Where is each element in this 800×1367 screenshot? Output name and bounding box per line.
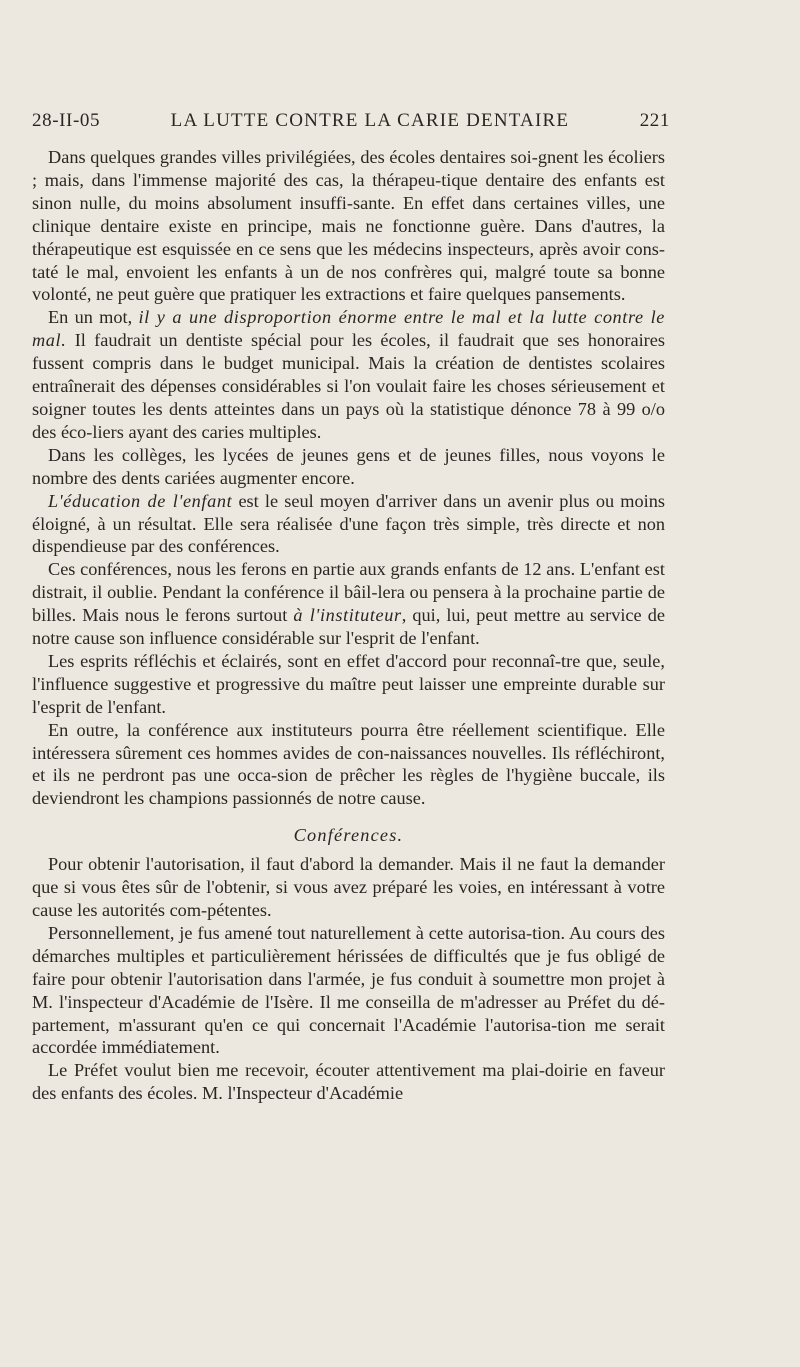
paragraph	[32, 853, 665, 922]
text-run: Dans quelques grandes villes privilégiées, des écoles dentaires soi-gnent les écoliers ; mais, dans l'immense majorité des cas, la thérapeu-tique dentaire des enfants est sinon nulle, du moins absolument insuffi-sante. En effet dans certaines villes, une clinique dentaire existe en principe, mais ne fonctionne guère. Dans d'autres, la thérapeutique est esquissée en ce sens que les médecins inspecteurs, après avoir cons-taté le mal, envoient les enfants à un de nos confrères qui, malgré toute sa bonne volonté, ne peut guère que pratiquer les extractions et faire quelques pansements.	[32, 147, 665, 305]
paragraph	[32, 146, 665, 306]
italic-run: à l'instituteur	[293, 605, 402, 626]
text-run: Personnellement, je fus amené tout naturellement à cette autorisa-tion. Au cours des démarches multiples et particulièrement hérissées de difficultés que je fus obligé de faire pour obtenir l'autorisation dans l'armée, je fus conduit à soumettre mon projet à M. l'inspecteur d'Académie de l'Isère. Il me conseilla de m'adresser au Préfet du dé-partement, m'assurant qu'en ce qui concernait l'Académie l'autorisa-tion me serait accordée immédiatement.	[32, 922, 665, 1058]
paragraph	[32, 650, 665, 719]
text-run: Il faudrait un dentiste spécial pour les écoles, il faudrait que ses honoraires fussent compris dans le budget municipal. Mais la création de dentistes scolaires entraînerait des dépenses considérables si l'on voulait faire les choses sérieusement et soigner toutes les dents atteintes dans un pays où la statistique dénonce 78 à 99 o/o des éco-liers ayant des caries multiples.	[32, 330, 665, 442]
section-heading: Conférences.	[293, 825, 404, 846]
text-run: Le Préfet voulut bien me recevoir, écouter attentivement ma plai-doirie en faveur des enfants des écoles. M. l'Inspecteur d'Académie	[32, 1060, 665, 1104]
paragraph	[32, 1059, 665, 1105]
text-run: est le seul moyen d'arriver dans un avenir plus ou moins éloigné, à un résultat. Elle sera réalisée d'une façon très simple, très directe et non dispendieuse par des conférences.	[32, 490, 665, 557]
paragraph	[32, 306, 665, 443]
text-run: , qui, lui, peut mettre au service de notre cause son influence considérable sur l'esprit de l'enfant.	[32, 605, 665, 649]
italic-run: L'éducation de l'enfant	[48, 490, 233, 511]
header-title: LA LUTTE CONTRE LA CARIE DENTAIRE	[170, 110, 570, 131]
page-number: 221	[639, 110, 670, 131]
paragraph	[32, 719, 665, 811]
paragraph	[32, 922, 665, 1059]
text-run: Ces conférences, nous les ferons en partie aux grands enfants de 12 ans. L'enfant est distrait, il oublie. Pendant la conférence il bâil-lera ou pensera à la prochaine partie de billes. Mais nous le ferons surtout	[32, 559, 665, 626]
text-run: Les esprits réfléchis et éclairés, sont en effet d'accord pour reconnaî-tre que, seule, l'influence suggestive et progressive du maître peut laisser une empreinte durable sur l'esprit de l'enfant.	[32, 650, 665, 717]
paragraph	[32, 558, 665, 650]
running-header	[32, 110, 670, 132]
text-run: En un mot,	[48, 307, 139, 328]
paragraph	[32, 444, 665, 490]
header-date: 28-II-05	[32, 110, 101, 131]
paragraph	[32, 490, 665, 559]
text-run: En outre, la conférence aux instituteurs pourra être réellement scientifique. Elle intéressera sûrement ces hommes avides de con-naissances nouvelles. Ils réfléchiront, et ils ne perdront pas une occa-sion de prêcher les règles de l'hygiène buccale, ils deviendront les champions passionnés de notre cause.	[32, 719, 665, 809]
text-run: Dans les collèges, les lycées de jeunes gens et de jeunes filles, nous voyons le nombre des dents cariées augmenter encore.	[32, 444, 665, 488]
italic-run: il y a une disproportion énorme entre le mal et la lutte contre le mal.	[32, 307, 666, 351]
text-run: Pour obtenir l'autorisation, il faut d'abord la demander. Mais il ne faut la demander que si vous êtes sûr de l'obtenir, si vous avez préparé les voies, en intéressant à votre cause les autorités com-pétentes.	[32, 854, 665, 920]
paragraphs-before	[32, 146, 665, 810]
paragraphs-after	[32, 853, 665, 1105]
body-text	[32, 146, 665, 1105]
